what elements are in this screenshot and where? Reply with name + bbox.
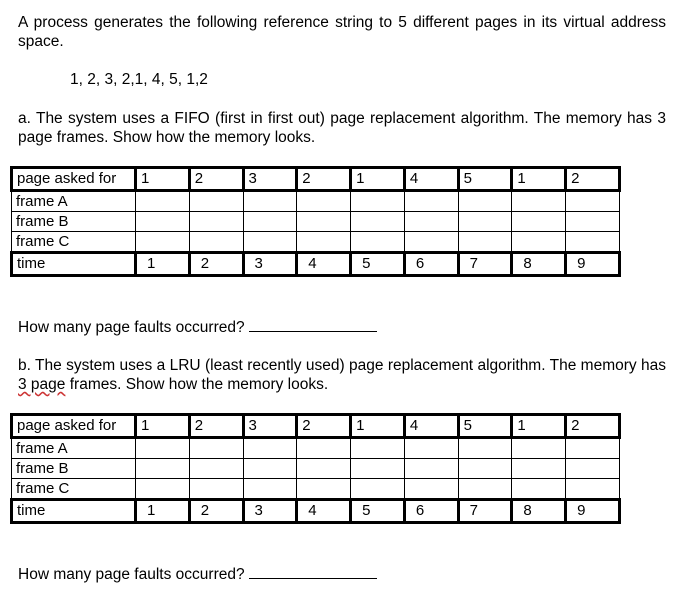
frame-cell[interactable] [297,232,351,253]
page-request-cell: 1 [351,168,405,191]
frame-cell[interactable] [566,479,620,500]
part-a-question-text: How many page faults occurred? [18,319,245,336]
frame-cell[interactable] [189,479,243,500]
time-cell: 6 [404,500,458,523]
frame-cell[interactable] [136,459,190,479]
frame-row [12,191,620,212]
time-cell: 3 [243,500,297,523]
frame-cell[interactable] [404,479,458,500]
frame-cell[interactable] [243,438,297,459]
time-label: time [12,253,136,276]
time-cell: 4 [297,253,351,276]
frame-cell[interactable] [297,212,351,232]
time-row [12,253,620,276]
time-cell: 5 [351,500,405,523]
time-cell: 3 [243,253,297,276]
page-request-row [12,415,620,438]
frame-cell[interactable] [243,232,297,253]
frame-row [12,212,620,232]
frame-row [12,438,620,459]
page-request-cell: 2 [297,168,351,191]
page-asked-for-label: page asked for [12,168,136,191]
frame-cell[interactable] [189,191,243,212]
frame-row [12,459,620,479]
page-request-cell: 2 [189,168,243,191]
frame-label: frame C [12,479,136,500]
time-cell: 7 [458,500,512,523]
frame-label: frame B [12,212,136,232]
page-request-cell: 4 [404,415,458,438]
time-label: time [12,500,136,523]
time-cell: 2 [189,253,243,276]
frame-cell[interactable] [404,459,458,479]
time-cell: 9 [566,500,620,523]
time-cell: 8 [512,253,566,276]
frame-label: frame B [12,459,136,479]
lru-table [10,413,621,524]
frame-cell[interactable] [566,459,620,479]
page-request-row [12,168,620,191]
frame-cell[interactable] [189,459,243,479]
frame-cell[interactable] [458,459,512,479]
page-request-cell: 2 [297,415,351,438]
frame-cell[interactable] [351,438,405,459]
frame-cell[interactable] [136,212,190,232]
frame-cell[interactable] [243,459,297,479]
frame-cell[interactable] [297,479,351,500]
time-cell: 4 [297,500,351,523]
part-b-text-before: b. The system uses a LRU (least recently used) page replacement algorithm. The memory has [18,357,666,374]
frame-cell[interactable] [458,212,512,232]
fifo-table [10,166,621,277]
part-b-text-squiggle: 3 page [18,376,66,393]
part-a-question [18,318,666,337]
page-request-cell: 3 [243,415,297,438]
part-b-answer-blank[interactable] [249,566,377,579]
frame-cell[interactable] [351,459,405,479]
frame-cell[interactable] [512,479,566,500]
frame-cell[interactable] [512,438,566,459]
frame-row [12,479,620,500]
frame-cell[interactable] [243,212,297,232]
time-cell: 9 [566,253,620,276]
frame-cell[interactable] [404,438,458,459]
frame-cell[interactable] [512,232,566,253]
frame-cell[interactable] [351,479,405,500]
part-b-question-text: How many page faults occurred? [18,566,245,583]
frame-cell[interactable] [458,232,512,253]
frame-cell[interactable] [243,479,297,500]
page-request-cell: 1 [512,415,566,438]
page-request-cell: 2 [566,168,620,191]
time-cell: 1 [136,253,190,276]
page-request-cell: 5 [458,415,512,438]
frame-cell[interactable] [458,191,512,212]
part-b-text-after: frames. Show how the memory looks. [65,376,329,393]
frame-cell[interactable] [566,438,620,459]
frame-cell[interactable] [458,479,512,500]
frame-cell[interactable] [566,191,620,212]
part-a-text: a. The system uses a FIFO (first in first out) page replacement algorithm. The memory has 3 page frames. Show how the memory looks. [18,110,666,146]
frame-cell[interactable] [458,438,512,459]
part-a-answer-blank[interactable] [249,319,377,332]
frame-cell[interactable] [351,191,405,212]
frame-cell[interactable] [136,479,190,500]
page-request-cell: 2 [189,415,243,438]
frame-label: frame A [12,191,136,212]
frame-cell[interactable] [189,438,243,459]
intro-text: A process generates the following reference string to 5 different pages in its virtual address space. [18,14,666,50]
frame-cell[interactable] [189,232,243,253]
frame-cell[interactable] [351,212,405,232]
frame-cell[interactable] [512,459,566,479]
frame-cell[interactable] [189,212,243,232]
frame-cell[interactable] [297,191,351,212]
page-request-cell: 3 [243,168,297,191]
time-cell: 2 [189,500,243,523]
frame-cell[interactable] [297,459,351,479]
time-cell: 6 [404,253,458,276]
frame-cell[interactable] [404,232,458,253]
page-request-cell: 2 [566,415,620,438]
part-b-question [18,565,666,584]
frame-cell[interactable] [566,232,620,253]
frame-cell[interactable] [243,191,297,212]
reference-string: 1, 2, 3, 2,1, 4, 5, 1,2 [70,71,208,88]
page-request-cell: 5 [458,168,512,191]
page-request-cell: 1 [351,415,405,438]
frame-cell[interactable] [404,191,458,212]
page-request-cell: 1 [136,415,190,438]
frame-label: frame C [12,232,136,253]
frame-cell[interactable] [351,232,405,253]
time-cell: 8 [512,500,566,523]
frame-cell[interactable] [512,191,566,212]
frame-cell[interactable] [404,212,458,232]
frame-cell[interactable] [297,438,351,459]
frame-cell[interactable] [136,438,190,459]
frame-label: frame A [12,438,136,459]
part-b-text [18,356,666,394]
frame-row [12,232,620,253]
time-cell: 7 [458,253,512,276]
page-request-cell: 4 [404,168,458,191]
page-request-cell: 1 [512,168,566,191]
page-asked-for-label: page asked for [12,415,136,438]
time-row [12,500,620,523]
page-request-cell: 1 [136,168,190,191]
time-cell: 1 [136,500,190,523]
frame-cell[interactable] [566,212,620,232]
frame-cell[interactable] [136,232,190,253]
frame-cell[interactable] [512,212,566,232]
time-cell: 5 [351,253,405,276]
frame-cell[interactable] [136,191,190,212]
